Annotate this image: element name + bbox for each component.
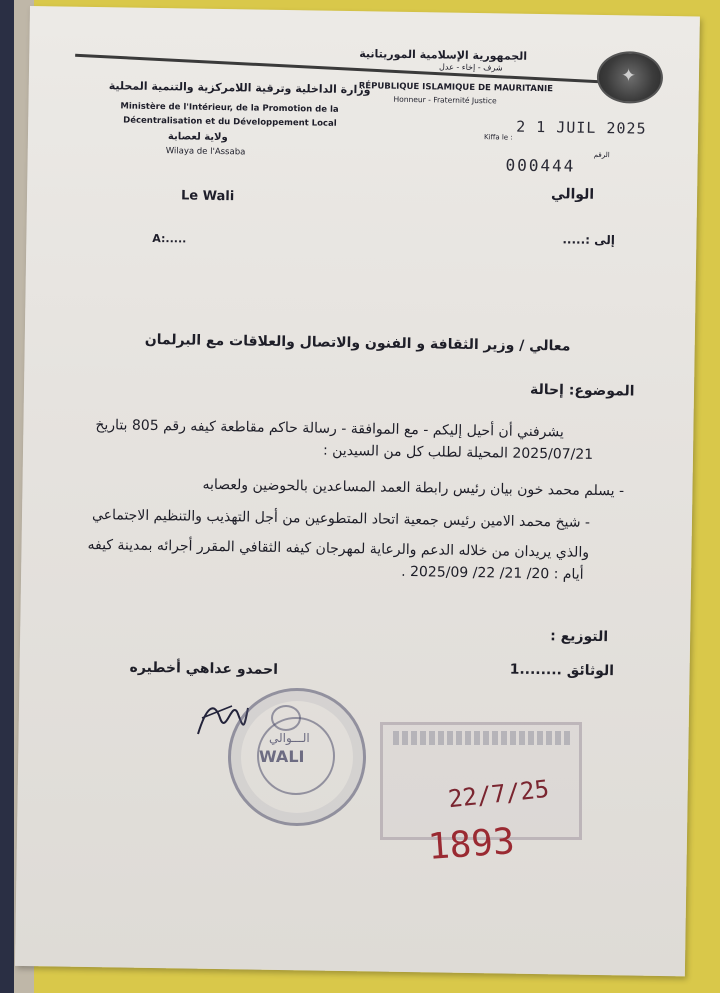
handwritten-received-date: 22/7/25	[446, 774, 551, 814]
body-line-2: 2025/07/21 المحيلة لطلب كل من السيدين :	[322, 442, 594, 463]
date-prefix: Kiffa le :	[483, 133, 513, 142]
ministry-fr-line1: Ministère de l'Intérieur, de la Promotion de la	[120, 101, 339, 115]
stamp-box-header	[393, 731, 571, 745]
date-stamp: 2 1 JUIL 2025	[516, 117, 647, 138]
stamp-text-ar: الـــوالي	[269, 731, 310, 745]
subject-line: الموضوع: إحالة	[529, 381, 635, 400]
country-name-fr: RÉPUBLIQUE ISLAMIQUE DE MAURITANIE	[358, 81, 554, 95]
ministry-ar: وزارة الداخلية وترقية اللامركزية والتنمية المحلية	[108, 79, 371, 97]
sender-fr: Le Wali	[180, 188, 235, 205]
body-line-4: - شيخ محمد الامين رئيس جمعية اتحاد المتطوعين من أجل التهذيب والتنظيم الاجتماعي	[91, 507, 591, 531]
recipient-line: معالي / وزير الثقافة و الفنون والاتصال والعلاقات مع البرلمان	[144, 331, 571, 355]
reference-number: 000444	[505, 155, 576, 176]
body-line-6: أيام : 20/ 21/ 22/ 2025/09 .	[401, 563, 584, 583]
to-fr: A:.....	[152, 231, 187, 246]
body-line-1: يشرفني أن أحيل إليكم - مع الموافقة - رسالة حاكم مقاطعة كيفه رقم 805 بتاريخ	[95, 417, 564, 441]
wilaya-fr: Wilaya de l'Assaba	[165, 146, 246, 158]
to-ar: إلى :.....	[562, 232, 616, 248]
signatory-name: احمدو عداهي أخطيره	[129, 659, 279, 678]
wilaya-ar: ولاية لعصابة	[167, 131, 228, 144]
stamp-emblem-icon	[271, 705, 301, 731]
stamp-text-en: WALI	[259, 747, 305, 766]
ministry-fr-line2: Décentralisation et du Développement Local	[123, 115, 337, 129]
motto-ar: شرف - إخاء - عدل	[439, 62, 503, 73]
handwritten-registration-number: 1893	[426, 821, 517, 868]
sender-ar: الوالي	[550, 186, 595, 203]
distribution-label: التوزيع :	[550, 628, 609, 646]
wali-round-stamp	[228, 688, 366, 826]
documents-count: الوثائق ........1	[509, 661, 615, 680]
body-line-3: - يسلم محمد خون بيان رئيس رابطة العمد المساعدين بالحوضين ولعصابه	[202, 476, 625, 500]
coat-of-arms-seal: ✦	[597, 51, 664, 104]
number-prefix: الرقم	[593, 150, 610, 160]
body-line-5: والذي يريدان من خلاله الدعم والرعاية لمهرجان كيفه الثقافي المقرر أجرائه بمدينة كيفه	[87, 536, 590, 561]
country-name-ar: الجمهورية الإسلامية الموريتانية	[359, 47, 528, 63]
motto-fr: Honneur - Fraternité Justice	[393, 94, 497, 106]
letter-page	[15, 6, 700, 976]
